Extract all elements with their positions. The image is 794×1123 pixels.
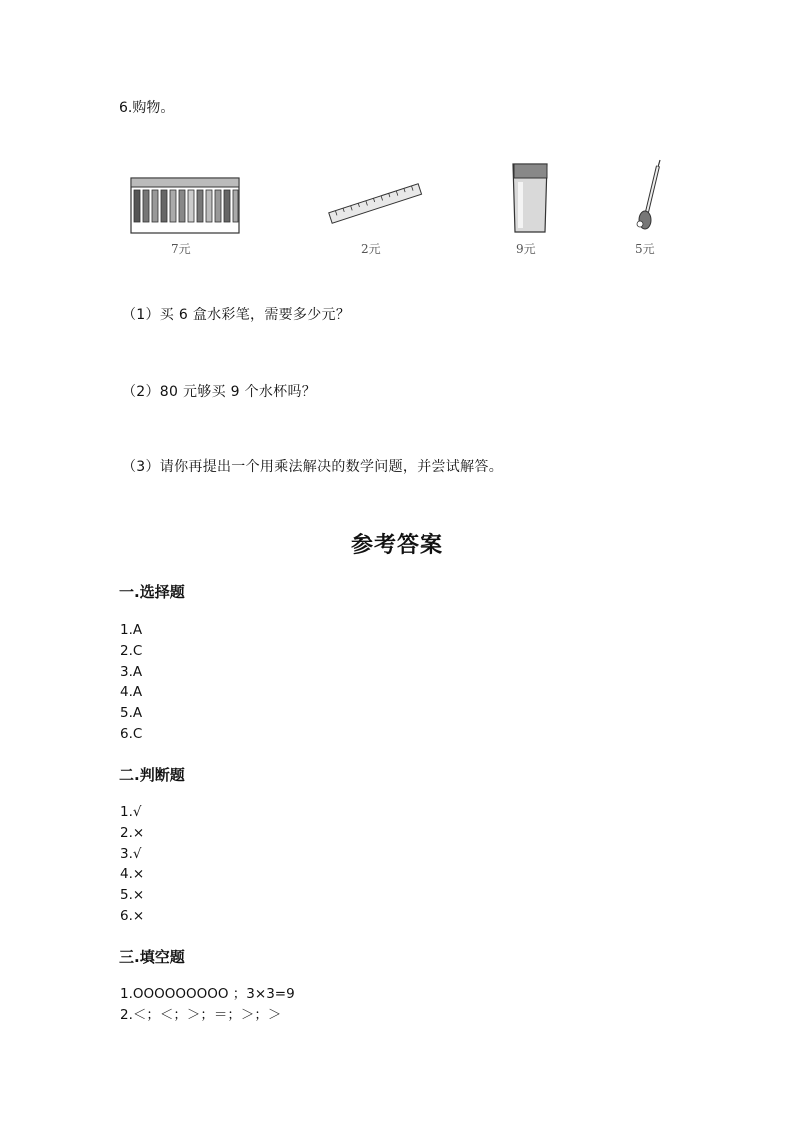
cup-price: 9元	[516, 242, 536, 256]
answer-item: 1.OOOOOOOOO ；3×3=9	[120, 986, 295, 1002]
cup-icon	[510, 158, 552, 236]
choice-answers	[120, 620, 142, 745]
answer-title: 参考答案	[350, 532, 443, 558]
brush-item	[625, 158, 665, 256]
watercolor-pens-price: 7元	[171, 242, 191, 256]
watercolor-pens-icon	[130, 158, 242, 236]
fill-answers	[120, 984, 295, 1026]
section-heading-fill: 三.填空题	[119, 948, 185, 966]
sub-question-3: （3）请你再提出一个用乘法解决的数学问题，并尝试解答。	[122, 459, 504, 475]
shopping-items	[120, 158, 680, 258]
question-title: 6.购物。	[119, 100, 175, 116]
brush-icon	[625, 158, 665, 236]
answer-item: 2.×	[120, 824, 145, 841]
ruler-item	[325, 158, 425, 256]
sub-question-2: （2）80 元够买 9 个水杯吗？	[122, 384, 317, 400]
watercolor-pens-item	[130, 158, 242, 256]
answer-item: 3.√	[120, 845, 142, 862]
ruler-price: 2元	[361, 242, 381, 256]
answer-item: 6.×	[120, 907, 145, 924]
answer-item: 2.＜；＜；＞；＝；＞；＞	[120, 1006, 282, 1023]
ruler-icon	[325, 158, 425, 236]
answer-item: 6.C	[120, 725, 143, 742]
answer-item: 2.C	[120, 642, 143, 659]
answer-item: 4.A	[120, 684, 143, 701]
section-heading-choice: 一.选择题	[119, 583, 185, 601]
brush-price: 5元	[635, 242, 655, 256]
answer-item: 3.A	[120, 663, 143, 680]
answer-item: 1.A	[120, 622, 143, 638]
answer-item: 5.A	[120, 705, 143, 722]
sub-question-1: （1）买 6 盒水彩笔，需要多少元？	[122, 307, 351, 323]
answer-item: 1.√	[120, 804, 142, 820]
answer-item: 5.×	[120, 887, 145, 904]
cup-item	[510, 158, 552, 256]
section-heading-judge: 二.判断题	[119, 766, 185, 784]
answer-item: 4.×	[120, 866, 145, 883]
judge-answers	[120, 802, 144, 927]
